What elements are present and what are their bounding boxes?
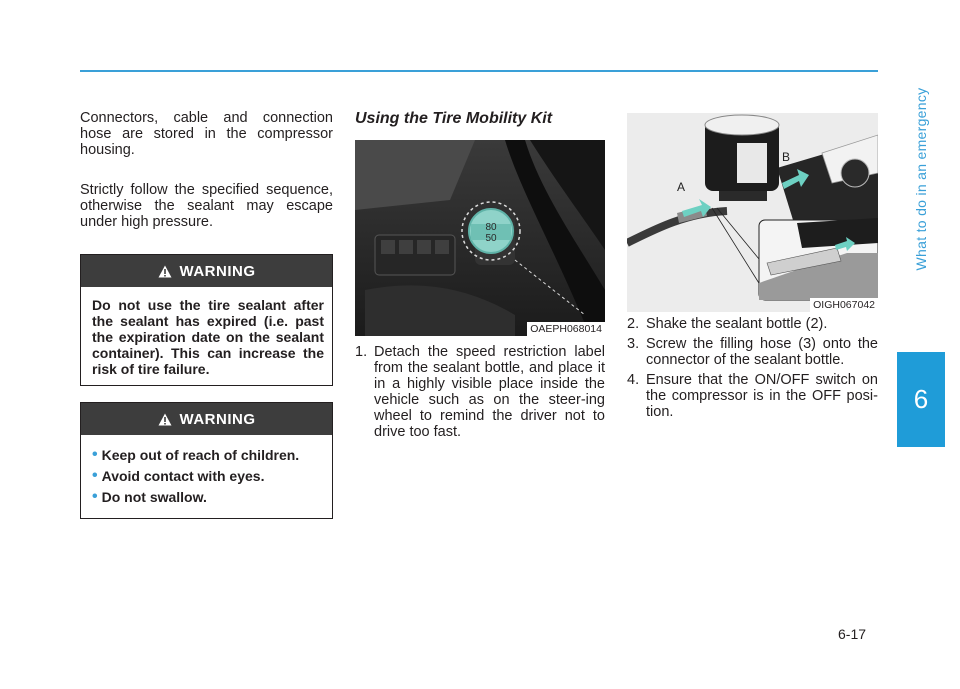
section-side-title — [897, 14, 945, 344]
sequence-paragraph: Strictly follow the specified sequence, otherwise the sealant may escape under high pressure. — [80, 182, 333, 230]
section-heading: Using the Tire Mobility Kit — [355, 110, 553, 127]
step-text: Detach the speed restriction label from the sealant bottle, and place it in a highly visible place inside the vehicle such as on the steer-ing wheel to remind the driver not to drive too fast. — [374, 344, 605, 440]
step-item — [355, 344, 605, 440]
step-item — [627, 336, 878, 368]
page-number: 6-17 — [838, 626, 867, 642]
warning-box-safety — [80, 402, 333, 519]
right-steps — [627, 316, 878, 424]
header-rule — [80, 70, 878, 72]
step-item — [627, 316, 878, 332]
warning-list-body — [81, 435, 332, 518]
chapter-number: 6 — [913, 384, 929, 414]
bullet-icon: • — [92, 488, 98, 505]
gauge-label: 50 — [485, 233, 497, 244]
warning-text: Do not use the tire sealant after the sealant has expired (i.e. past the expiration date on the sealant container). This can increase the risk of tire failure. — [92, 297, 324, 377]
warning-triangle-icon — [158, 265, 172, 278]
bullet-icon: • — [92, 446, 98, 463]
warning-title: WARNING — [179, 262, 256, 280]
callout-label: A — [677, 180, 686, 194]
warning-bullet-list — [92, 447, 324, 505]
warning-header — [81, 255, 332, 287]
list-item — [92, 468, 324, 484]
callout-label: B — [782, 150, 791, 164]
connectors-paragraph: Connectors, cable and connection hose are stored in the compressor housing. — [80, 110, 333, 158]
middle-steps — [355, 344, 605, 444]
step-text: Ensure that the ON/OFF switch on the compressor is in the OFF posi-tion. — [646, 372, 878, 420]
gauge-label: 80 — [485, 222, 497, 233]
bullet-icon: • — [92, 467, 98, 484]
bullet-text: Keep out of reach of children. — [101, 447, 300, 463]
chapter-tab[interactable] — [897, 352, 945, 447]
step-number: 1. — [355, 344, 368, 360]
list-item — [92, 489, 324, 505]
step-number: 3. — [627, 336, 640, 352]
warning-title: WARNING — [179, 410, 256, 428]
tire-kit-illustration — [627, 113, 878, 312]
warning-box-expiration — [80, 254, 333, 386]
list-item — [92, 447, 324, 463]
dashboard-illustration — [355, 140, 605, 336]
step-text: Screw the filling hose (3) onto the connector of the sealant bottle. — [646, 336, 878, 368]
bullet-text: Do not swallow. — [101, 489, 207, 505]
step-number: 2. — [627, 316, 640, 332]
dashboard-photo — [355, 140, 605, 336]
bullet-text: Avoid contact with eyes. — [101, 468, 265, 484]
step-item — [627, 372, 878, 420]
warning-triangle-icon — [158, 413, 172, 426]
step-number: 4. — [627, 372, 640, 388]
step-text: Shake the sealant bottle (2). — [646, 316, 828, 332]
image-code: OAEPH068014 — [527, 322, 605, 336]
section-title-text: What to do in an emergency — [913, 87, 929, 271]
tire-kit-drawing — [627, 113, 878, 312]
image-code: OIGH067042 — [810, 298, 878, 312]
warning-header — [81, 403, 332, 435]
